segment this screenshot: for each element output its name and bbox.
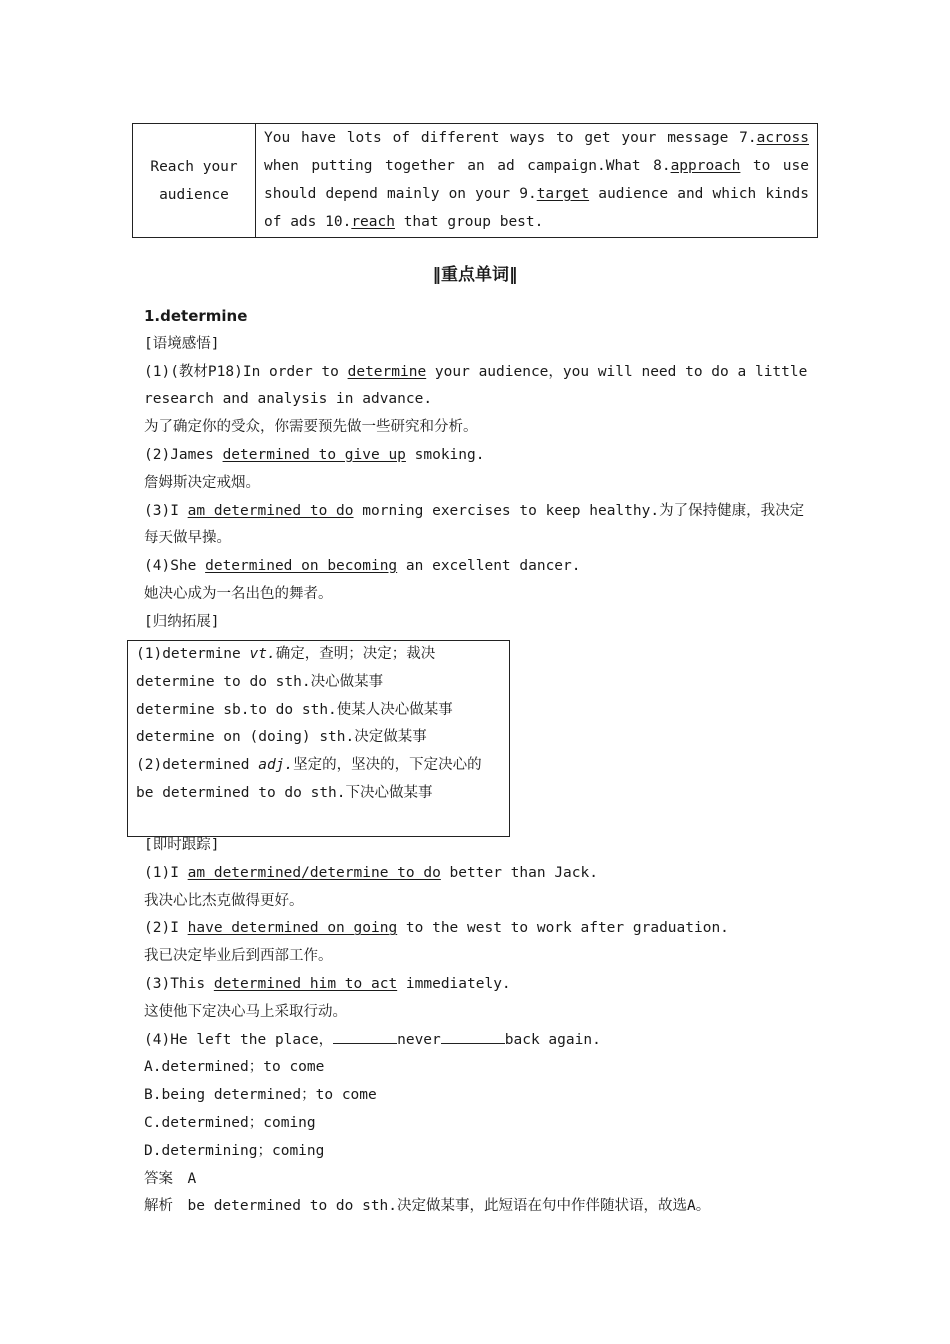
practice-4: (4)He left the place， never back again.	[144, 1027, 810, 1055]
practice-label: [即时跟踪]	[144, 837, 220, 853]
answer-approach: approach	[670, 158, 741, 174]
box-line-2: determine to do sth.决心做某事	[136, 673, 384, 690]
context-label: [语境感悟]	[144, 335, 220, 352]
analysis: 解析 be determined to do sth.决定做某事，此短语在句中作伴随状语，故选A。	[144, 1198, 711, 1215]
answer-reach: reach	[351, 214, 395, 230]
option-d: D.determining；coming	[144, 1142, 325, 1159]
word-title: 1.determine	[144, 307, 248, 325]
option-c: C.determined；coming	[144, 1114, 316, 1131]
table-content: You have lots of different ways to get your message 7.across when putting together an ad campaign.What 8.approach to use should depend mainly on your 9.target audience and which kinds of ads 10.reach that group best.	[264, 130, 809, 230]
answer-across: across	[756, 130, 809, 146]
box-line-4: determine on (doing) sth.决定做某事	[136, 729, 427, 746]
example-4: (4)She determined on becoming an excellent dancer.	[144, 558, 581, 575]
example-1: (1)(教材P18)In order to determine your audience，you will need to do a little research and analysis in advance.	[144, 363, 817, 408]
answer-target: target	[536, 186, 590, 202]
practice-1-zh: 我决心比杰克做得更好。	[144, 892, 304, 909]
box-line-6: be determined to do sth.下决心做某事	[136, 784, 433, 801]
example-3: (3)I am determined to do morning exercises to keep healthy.为了保持健康，我决定每天做早操。	[144, 502, 805, 547]
example-4-zh: 她决心成为一名出色的舞者。	[144, 585, 333, 602]
box-line-3: determine sb.to do sth.使某人决心做某事	[136, 701, 453, 718]
practice-1: (1)I am determined/determine to do better than Jack.	[144, 864, 598, 881]
passage-table	[132, 123, 818, 238]
answer: 答案 A	[144, 1170, 197, 1187]
option-b: B.being determined；to come	[144, 1087, 377, 1104]
practice-section	[144, 832, 810, 1221]
blank-1	[333, 1029, 397, 1044]
practice-3-zh: 这使他下定决心马上采取行动。	[144, 1003, 347, 1020]
summary-box	[127, 640, 510, 837]
box-line-1: (1)determine vt.确定，查明；决定；裁决	[136, 646, 436, 662]
blank-2	[441, 1029, 505, 1044]
option-a: A.determined；to come	[144, 1059, 325, 1076]
practice-2-zh: 我已决定毕业后到西部工作。	[144, 948, 333, 965]
practice-2: (2)I have determined on going to the west to work after graduation.	[144, 920, 729, 937]
example-2: (2)James determined to give up smoking.	[144, 446, 485, 463]
example-2-zh: 詹姆斯决定戒烟。	[144, 474, 260, 491]
context-section	[144, 303, 817, 637]
practice-3: (3)This determined him to act immediately.	[144, 975, 511, 992]
table-label: Reach your audience	[133, 124, 256, 237]
summary-label: [归纳拓展]	[144, 613, 220, 630]
section-heading: ‖重点单词‖	[432, 265, 518, 285]
box-line-5: (2)determined adj.坚定的，坚决的，下定决心的	[136, 757, 482, 774]
example-1-zh: 为了确定你的受众，你需要预先做一些研究和分析。	[144, 419, 478, 436]
